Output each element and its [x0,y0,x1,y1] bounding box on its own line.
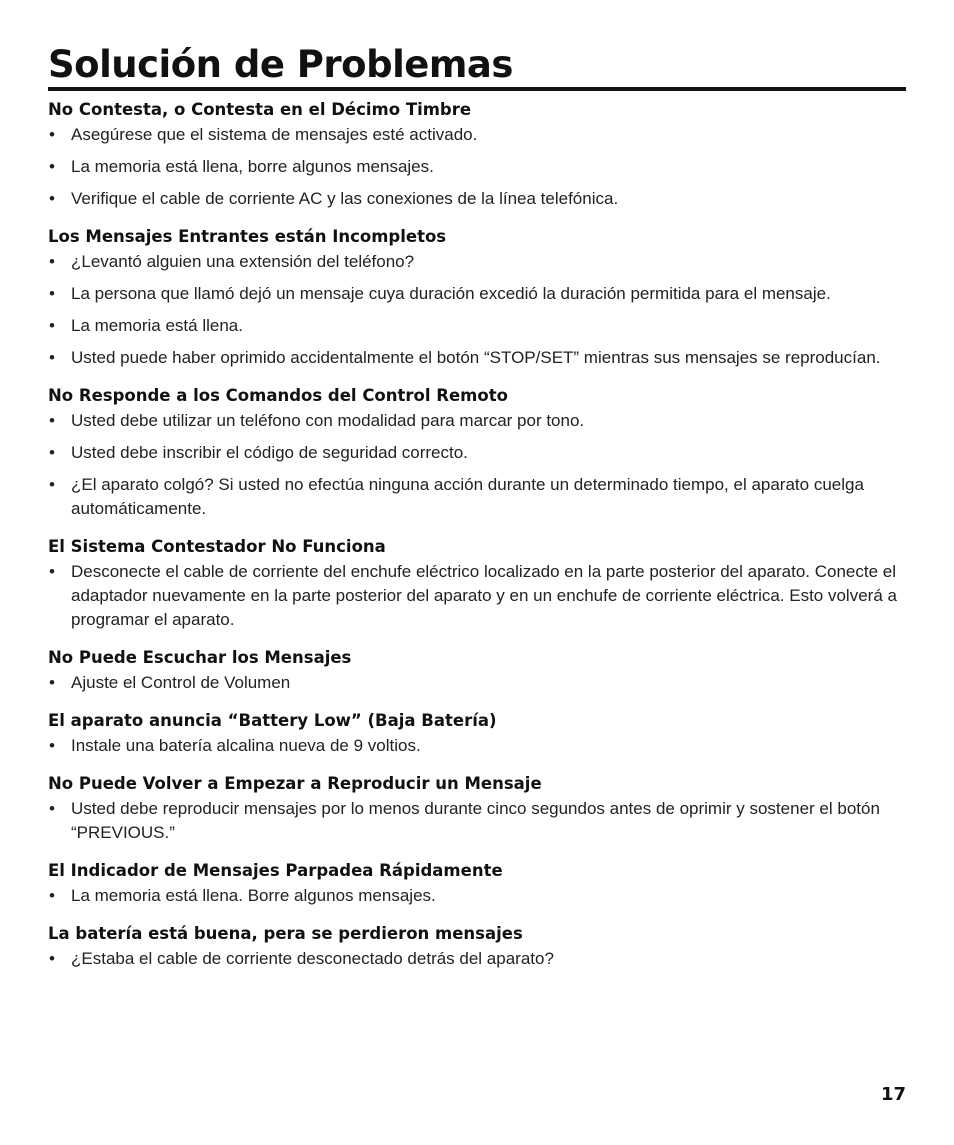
list-item [48,441,906,465]
list-item [48,282,906,306]
bullet-icon: • [49,886,55,905]
list-item [48,155,906,179]
troubleshooting-section [48,922,906,971]
list-item [48,187,906,211]
troubleshooting-section [48,772,906,845]
bullet-icon: • [49,443,55,462]
section-heading: No Puede Volver a Empezar a Reproducir un Mensaje [48,774,542,793]
troubleshooting-section [48,225,906,370]
list-item [48,314,906,338]
bullet-icon: • [49,736,55,755]
bullet-icon: • [49,411,55,430]
bullet-icon: • [49,316,55,335]
section-heading: El Indicador de Mensajes Parpadea Rápidamente [48,861,503,880]
troubleshooting-section [48,709,906,758]
bullet-icon: • [49,157,55,176]
list-item [48,947,906,971]
troubleshooting-section [48,98,906,211]
bullet-icon: • [49,475,55,494]
list-item-text: Usted puede haber oprimido accidentalmente el botón “STOP/SET” mientras sus mensajes se reproducían. [71,348,881,367]
bullet-list [48,409,906,521]
list-item-text: Instale una batería alcalina nueva de 9 voltios. [71,736,421,755]
bullet-icon: • [49,562,55,581]
list-item [48,409,906,433]
list-item-text: ¿Levantó alguien una extensión del teléfono? [71,252,415,271]
bullet-list [48,123,906,211]
list-item-text: Verifique el cable de corriente AC y las conexiones de la línea telefónica. [71,189,619,208]
bullet-list [48,250,906,370]
bullet-icon: • [49,348,55,367]
list-item-text: Asegúrese que el sistema de mensajes esté activado. [71,125,478,144]
list-item [48,734,906,758]
page-title: Solución de Problemas [48,43,513,86]
section-heading: No Responde a los Comandos del Control Remoto [48,386,508,405]
bullet-list [48,797,906,845]
section-heading: La batería está buena, pera se perdieron mensajes [48,924,523,943]
list-item-text: ¿Estaba el cable de corriente desconectado detrás del aparato? [71,949,554,968]
bullet-icon: • [49,284,55,303]
bullet-list [48,671,906,695]
list-item-text: La memoria está llena. [71,316,243,335]
bullet-list [48,734,906,758]
bullet-icon: • [49,189,55,208]
troubleshooting-section [48,859,906,908]
list-item [48,560,906,632]
troubleshooting-content [48,98,906,985]
list-item-text: Ajuste el Control de Volumen [71,673,291,692]
list-item [48,346,906,370]
section-heading: El Sistema Contestador No Funciona [48,537,386,556]
bullet-list [48,560,906,632]
bullet-icon: • [49,252,55,271]
list-item-text: La memoria está llena. Borre algunos mensajes. [71,886,436,905]
list-item-text: Usted debe inscribir el código de seguridad correcto. [71,443,468,462]
list-item [48,797,906,845]
troubleshooting-section [48,384,906,521]
bullet-list [48,884,906,908]
section-heading: No Contesta, o Contesta en el Décimo Timbre [48,100,472,119]
bullet-list [48,947,906,971]
bullet-icon: • [49,125,55,144]
list-item [48,473,906,521]
section-heading: No Puede Escuchar los Mensajes [48,648,352,667]
title-rule [48,87,906,91]
troubleshooting-section [48,535,906,632]
section-heading: Los Mensajes Entrantes están Incompletos [48,227,447,246]
bullet-icon: • [49,673,55,692]
list-item-text: La memoria está llena, borre algunos mensajes. [71,157,434,176]
section-heading: El aparato anuncia “Battery Low” (Baja Batería) [48,711,497,730]
list-item [48,250,906,274]
list-item-text: Usted debe reproducir mensajes por lo menos durante cinco segundos antes de oprimir y sostener el botón “PREVIOUS.” [71,799,880,842]
list-item-text: La persona que llamó dejó un mensaje cuya duración excedió la duración permitida para el mensaje. [71,284,831,303]
list-item-text: Usted debe utilizar un teléfono con modalidad para marcar por tono. [71,411,585,430]
bullet-icon: • [49,799,55,818]
bullet-icon: • [49,949,55,968]
list-item [48,884,906,908]
list-item [48,123,906,147]
page-number: 17 [880,1084,906,1105]
list-item-text: ¿El aparato colgó? Si usted no efectúa ninguna acción durante un determinado tiempo, el aparato cuelga automáticamente. [71,475,864,518]
list-item-text: Desconecte el cable de corriente del enchufe eléctrico localizado en la parte posterior del aparato. Conecte el adaptador nuevamente en la parte posterior del aparato y en un enchufe de corriente eléctrica. Esto volverá a programar el aparato. [71,562,897,629]
troubleshooting-section [48,646,906,695]
list-item [48,671,906,695]
